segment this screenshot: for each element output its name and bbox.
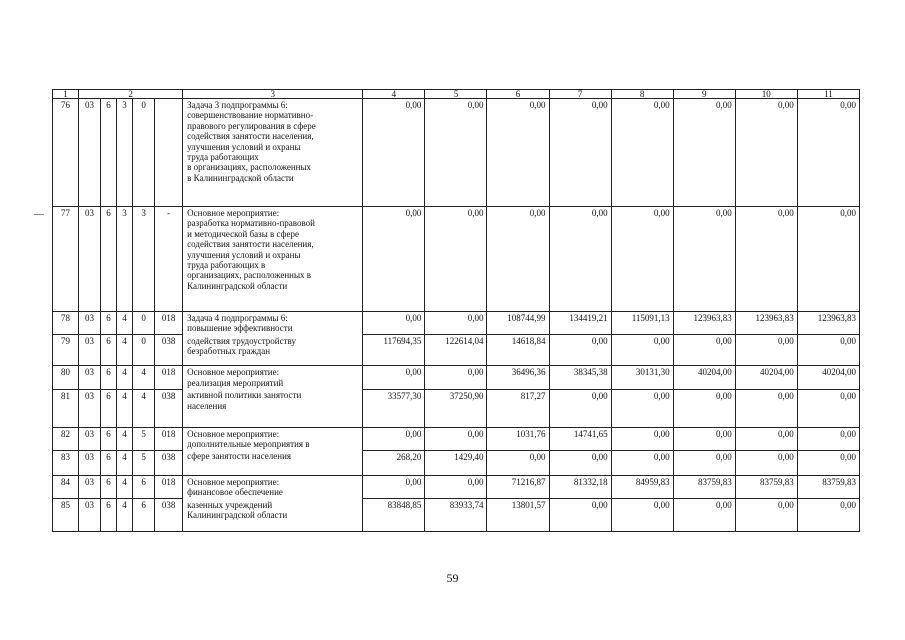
code-cell: 6	[101, 99, 117, 207]
value-cell: 0,00	[673, 335, 735, 366]
code-cell: 018	[155, 475, 183, 498]
code-cell: 4	[117, 427, 133, 450]
header-row	[53, 90, 860, 99]
value-cell: 36496,36	[487, 366, 549, 389]
description-cell: Задача 3 подпрограммы 6: совершенствование нормативно- правового регулирования в сфере содействия занятости населения, улучшения условий и охраны труда работающих в организациях, расположенных в Калининградской области	[183, 99, 363, 207]
value-cell: 0,00	[611, 389, 673, 427]
value-cell: 0,00	[487, 207, 549, 312]
value-cell: 123963,83	[735, 312, 797, 335]
header-cell: 10	[735, 90, 797, 99]
value-cell: 1429,40	[425, 450, 487, 475]
code-cell: 6	[101, 207, 117, 312]
code-cell: 038	[155, 450, 183, 475]
value-cell: 0,00	[797, 450, 859, 475]
table-row	[53, 366, 860, 389]
value-cell: 1031,76	[487, 427, 549, 450]
header-cell: 1	[53, 90, 79, 99]
code-cell: 03	[79, 335, 101, 366]
value-cell: 0,00	[549, 335, 611, 366]
value-cell: 38345,38	[549, 366, 611, 389]
value-cell: 0,00	[797, 99, 859, 207]
code-cell: 6	[101, 450, 117, 475]
code-cell: 4	[133, 389, 155, 427]
code-cell: 4	[117, 389, 133, 427]
code-cell: 03	[79, 366, 101, 389]
code-cell: 018	[155, 312, 183, 335]
table-row	[53, 427, 860, 450]
code-cell: 6	[101, 499, 117, 532]
value-cell: 0,00	[611, 99, 673, 207]
value-cell: 40204,00	[673, 366, 735, 389]
value-cell: 84959,83	[611, 475, 673, 498]
value-cell: 0,00	[487, 450, 549, 475]
header-cell: 11	[797, 90, 859, 99]
value-cell: 0,00	[611, 335, 673, 366]
value-cell: 40204,00	[735, 366, 797, 389]
code-cell: 03	[79, 427, 101, 450]
value-cell: 0,00	[363, 312, 425, 335]
row-number-cell: 79	[53, 335, 79, 366]
description-cell: содействия трудоустройству безработных граждан	[183, 335, 363, 366]
value-cell: 0,00	[363, 99, 425, 207]
row-number-cell: 77	[53, 207, 79, 312]
code-cell: 03	[79, 312, 101, 335]
description-cell: активной политики занятости населения	[183, 389, 363, 427]
table-row	[53, 99, 860, 207]
value-cell: 0,00	[549, 389, 611, 427]
value-cell: 0,00	[425, 427, 487, 450]
code-cell: 0	[133, 99, 155, 207]
header-cell: 6	[487, 90, 549, 99]
value-cell: 0,00	[735, 335, 797, 366]
code-cell: 4	[117, 366, 133, 389]
description-cell: сфере занятости населения	[183, 450, 363, 475]
value-cell: 0,00	[735, 389, 797, 427]
value-cell: 115091,13	[611, 312, 673, 335]
row-number-cell: 84	[53, 475, 79, 498]
row-number-cell: 85	[53, 499, 79, 532]
value-cell: 0,00	[797, 207, 859, 312]
value-cell: 14618,84	[487, 335, 549, 366]
table-row	[53, 450, 860, 475]
value-cell: 0,00	[797, 427, 859, 450]
code-cell: 4	[117, 475, 133, 498]
value-cell: 13801,57	[487, 499, 549, 532]
value-cell: 0,00	[735, 99, 797, 207]
value-cell: 33577,30	[363, 389, 425, 427]
code-cell: 5	[133, 450, 155, 475]
value-cell: 0,00	[425, 475, 487, 498]
value-cell: 0,00	[611, 427, 673, 450]
value-cell: 14741,65	[549, 427, 611, 450]
code-cell: 0	[133, 335, 155, 366]
code-cell: 4	[133, 366, 155, 389]
value-cell: 0,00	[673, 450, 735, 475]
value-cell: 0,00	[549, 450, 611, 475]
value-cell: 83759,83	[673, 475, 735, 498]
code-cell: 6	[101, 312, 117, 335]
table-row	[53, 207, 860, 312]
code-cell: 0	[133, 312, 155, 335]
description-cell: Основное мероприятие: разработка нормативно-правовой и методической базы в сфере содействия занятости населения, улучшения условий и охраны труда работающих в организациях, расположенных в Калининградской области	[183, 207, 363, 312]
value-cell: 0,00	[673, 389, 735, 427]
code-cell: 4	[117, 335, 133, 366]
row-number-cell: 81	[53, 389, 79, 427]
code-cell: 4	[117, 450, 133, 475]
value-cell: 268,20	[363, 450, 425, 475]
value-cell: 0,00	[673, 427, 735, 450]
value-cell: 108744,99	[487, 312, 549, 335]
code-cell: 038	[155, 335, 183, 366]
value-cell: 0,00	[673, 99, 735, 207]
code-cell: 018	[155, 366, 183, 389]
description-cell: Основное мероприятие: финансовое обеспечение	[183, 475, 363, 498]
code-cell: 6	[133, 499, 155, 532]
value-cell: 122614,04	[425, 335, 487, 366]
code-cell: 03	[79, 389, 101, 427]
row-number-cell: 80	[53, 366, 79, 389]
table-row	[53, 312, 860, 335]
value-cell: 817,27	[487, 389, 549, 427]
value-cell: 134419,21	[549, 312, 611, 335]
value-cell: 0,00	[363, 207, 425, 312]
header-cell: 9	[673, 90, 735, 99]
page-number: 59	[446, 571, 459, 585]
value-cell: 83933,74	[425, 499, 487, 532]
code-cell: 038	[155, 499, 183, 532]
value-cell: 0,00	[735, 427, 797, 450]
value-cell: 0,00	[549, 99, 611, 207]
code-cell: 03	[79, 99, 101, 207]
value-cell: 0,00	[797, 389, 859, 427]
value-cell: 0,00	[549, 207, 611, 312]
code-cell: 3	[117, 99, 133, 207]
header-cell: 5	[425, 90, 487, 99]
table-row	[53, 499, 860, 532]
description-cell: Основное мероприятие: реализация мероприятий	[183, 366, 363, 389]
value-cell: 0,00	[797, 335, 859, 366]
value-cell: 0,00	[425, 366, 487, 389]
header-cell: 2	[79, 90, 183, 99]
value-cell: 0,00	[673, 207, 735, 312]
value-cell: 0,00	[363, 366, 425, 389]
value-cell: 0,00	[425, 207, 487, 312]
row-number-cell: 78	[53, 312, 79, 335]
code-cell: 4	[117, 499, 133, 532]
header-cell: 7	[549, 90, 611, 99]
value-cell: 83759,83	[797, 475, 859, 498]
code-cell: 6	[101, 427, 117, 450]
value-cell: 81332,18	[549, 475, 611, 498]
table-row	[53, 475, 860, 498]
code-cell: 3	[117, 207, 133, 312]
value-cell: 0,00	[363, 427, 425, 450]
value-cell: 0,00	[611, 450, 673, 475]
value-cell: 0,00	[797, 499, 859, 532]
code-cell: 6	[101, 335, 117, 366]
value-cell: 83848,85	[363, 499, 425, 532]
row-number-cell: 83	[53, 450, 79, 475]
row-number-cell: 76	[53, 99, 79, 207]
description-cell: Задача 4 подпрограммы 6: повышение эффективности	[183, 312, 363, 335]
code-cell: -	[155, 207, 183, 312]
value-cell: 0,00	[673, 499, 735, 532]
code-cell: 3	[133, 207, 155, 312]
code-cell	[155, 99, 183, 207]
value-cell: 0,00	[425, 99, 487, 207]
code-cell: 03	[79, 475, 101, 498]
code-cell: 6	[101, 475, 117, 498]
value-cell: 0,00	[735, 450, 797, 475]
value-cell: 30131,30	[611, 366, 673, 389]
header-cell: 8	[611, 90, 673, 99]
code-cell: 4	[117, 312, 133, 335]
value-cell: 37250,90	[425, 389, 487, 427]
budget-table	[52, 89, 860, 532]
value-cell: 0,00	[549, 499, 611, 532]
table-row	[53, 335, 860, 366]
value-cell: 0,00	[735, 207, 797, 312]
value-cell: 71216,87	[487, 475, 549, 498]
value-cell: 0,00	[363, 475, 425, 498]
description-cell: Основное мероприятие: дополнительные мероприятия в	[183, 427, 363, 450]
value-cell: 83759,83	[735, 475, 797, 498]
value-cell: 123963,83	[673, 312, 735, 335]
value-cell: 0,00	[425, 312, 487, 335]
code-cell: 03	[79, 499, 101, 532]
code-cell: 6	[101, 366, 117, 389]
value-cell: 0,00	[487, 99, 549, 207]
header-cell: 4	[363, 90, 425, 99]
value-cell: 0,00	[611, 499, 673, 532]
header-cell: 3	[183, 90, 363, 99]
value-cell: 0,00	[735, 499, 797, 532]
margin-mark	[34, 214, 44, 215]
code-cell: 018	[155, 427, 183, 450]
code-cell: 6	[101, 389, 117, 427]
code-cell: 038	[155, 389, 183, 427]
description-cell: казенных учреждений Калининградской области	[183, 499, 363, 532]
value-cell: 123963,83	[797, 312, 859, 335]
value-cell: 117694,35	[363, 335, 425, 366]
code-cell: 03	[79, 450, 101, 475]
table-row	[53, 389, 860, 427]
code-cell: 03	[79, 207, 101, 312]
row-number-cell: 82	[53, 427, 79, 450]
value-cell: 40204,00	[797, 366, 859, 389]
code-cell: 5	[133, 427, 155, 450]
value-cell: 0,00	[611, 207, 673, 312]
code-cell: 6	[133, 475, 155, 498]
